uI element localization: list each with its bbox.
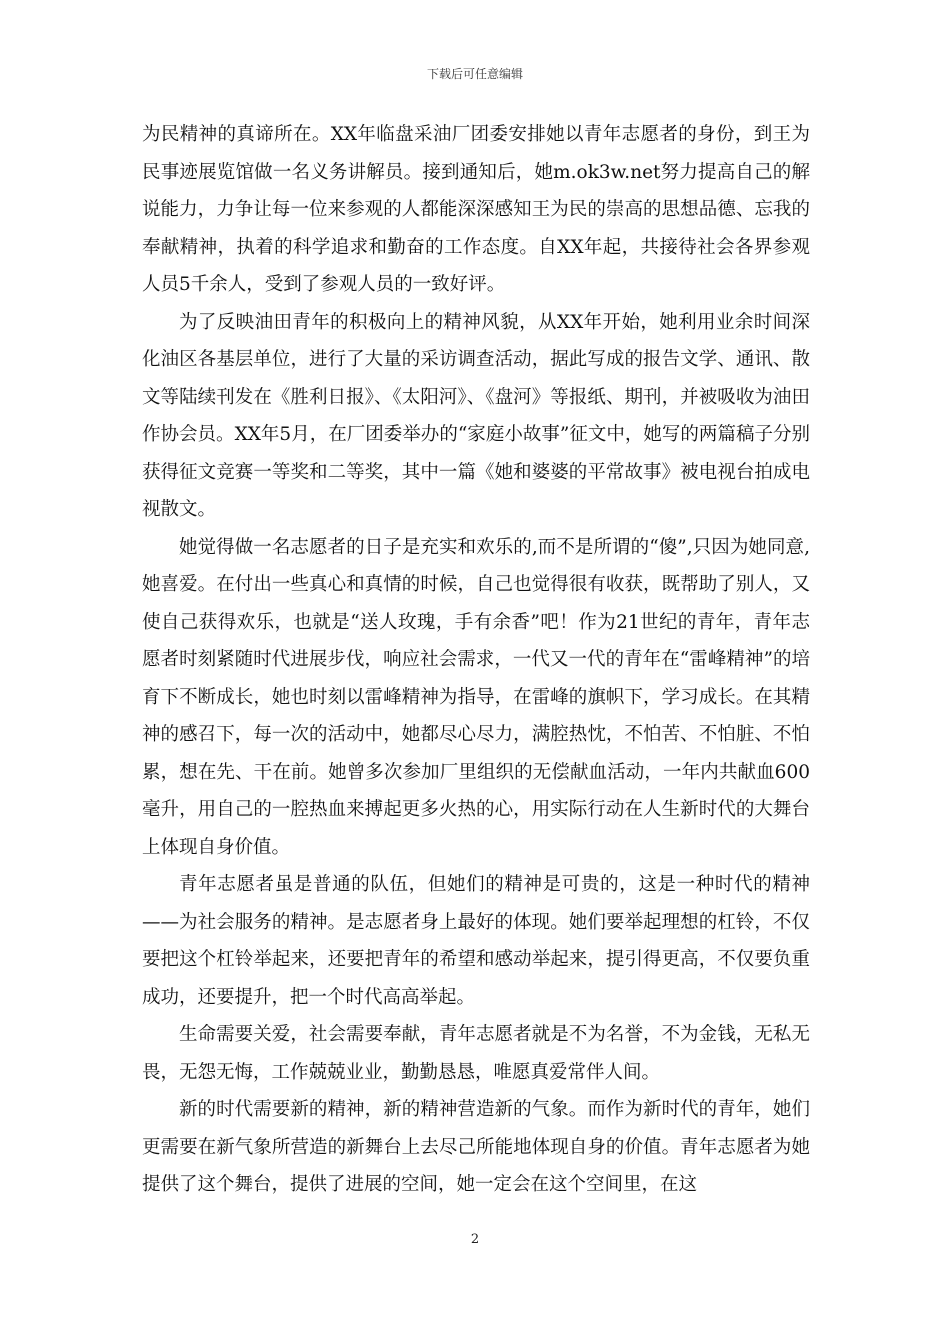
page-number: 2	[470, 1232, 480, 1247]
page-header: 下载后可任意编辑	[426, 67, 523, 81]
paragraph-4: 青年志愿者虽是普通的队伍，但她们的精神是可贵的，这是一种时代的精神——为社会服务的精神。是志愿者身上最好的体现。她们要举起理想的杠铃，不仅要把这个杠铃举起来，还要把青年的希望和感动举起来，提引得更高，不仅要负重成功，还要提升，把一个时代高高举起。	[142, 874, 810, 1008]
paragraph-5: 生命需要关爱，社会需要奉献，青年志愿者就是不为名誉，不为金钱，无私无畏，无怨无悔，工作兢兢业业，勤勤恳恳，唯愿真爱常伴人间。	[142, 1024, 810, 1083]
paragraph-3: 她觉得做一名志愿者的日子是充实和欢乐的,而不是所谓的“傻”,只因为她同意,她喜爱。在付出一些真心和真情的时候，自己也觉得很有收获，既帮助了别人，又使自己获得欢乐，也就是“送人玫瑰，手有余香”吧！作为21世纪的青年，青年志愿者时刻紧随时代进展步伐，响应社会需求，一代又一代的青年在“雷峰精神”的培育下不断成长，她也时刻以雷峰精神为指导，在雷峰的旗帜下，学习成长。在其精神的感召下，每一次的活动中，她都尽心尽力，满腔热忱，不怕苦、不怕脏、不怕累，想在先、干在前。她曾多次参加厂里组织的无偿献血活动，一年内共献血600毫升，用自己的一腔热血来搏起更多火热的心，用实际行动在人生新时代的大舞台上体现自身价值。	[142, 536, 810, 858]
paragraph-2: 为了反映油田青年的积极向上的精神风貌，从XX年开始，她利用业余时间深化油区各基层单位，进行了大量的采访调查活动，据此写成的报告文学、通讯、散文等陆续刊发在《胜利日报》、《太阳河》、《盘河》等报纸、期刊，并被吸收为油田作协会员。XX年5月，在厂团委举办的“家庭小故事”征文中，她写的两篇稿子分别获得征文竞赛一等奖和二等奖，其中一篇《她和婆婆的平常故事》被电视台拍成电视散文。	[142, 311, 810, 520]
paragraph-6: 新的时代需要新的精神，新的精神营造新的气象。而作为新时代的青年，她们更需要在新气象所营造的新舞台上去尽己所能地体现自身的价值。青年志愿者为她提供了这个舞台，提供了进展的空间，她一定会在这个空间里，在这	[142, 1099, 810, 1195]
paragraph-1: 为民精神的真谛所在。XX年临盘采油厂团委安排她以青年志愿者的身份，到王为民事迹展览馆做一名义务讲解员。接到通知后，她m.ok3w.net努力提高自己的解说能力，力争让每一位来参观的人都能深深感知王为民的崇高的思想品德、忘我的奉献精神，执着的科学追求和勤奋的工作态度。自XX年起，共接待社会各界参观人员5千余人，受到了参观人员的一致好评。	[142, 124, 810, 295]
document-body	[142, 116, 810, 1204]
